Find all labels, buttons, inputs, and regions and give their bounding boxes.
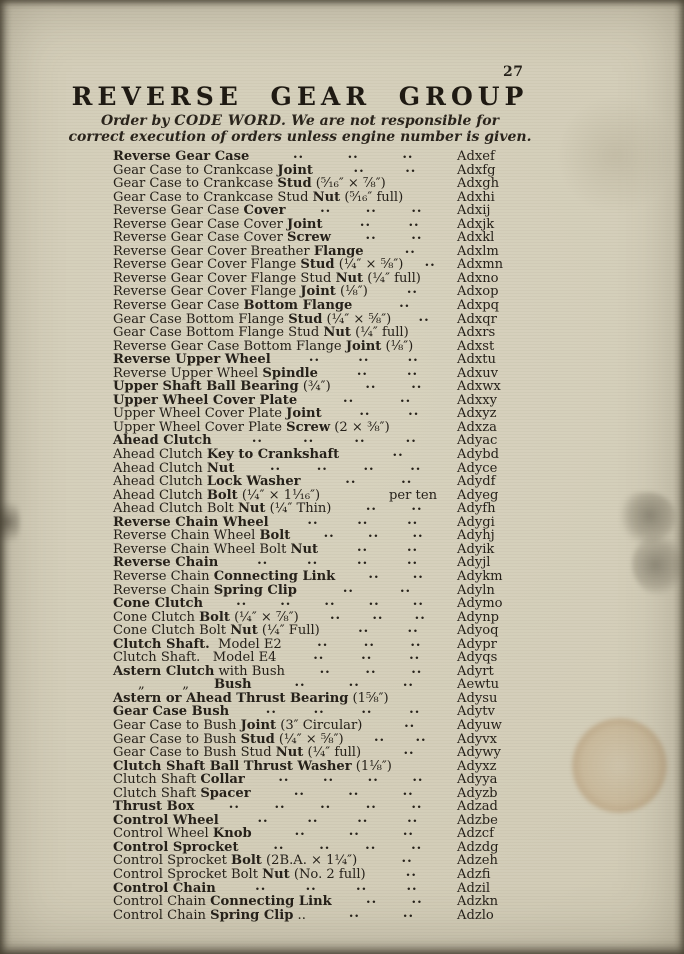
code-word: Adyce [457, 460, 498, 476]
part-description: Upper Wheel Cover Plate Joint [113, 406, 322, 422]
code-word: Adzlo [457, 907, 494, 923]
code-word: Adxza [457, 419, 497, 435]
part-description: Control Sprocket [113, 839, 239, 855]
table-row [113, 177, 515, 191]
dot-leader: .. .. .. [317, 637, 422, 650]
table-row [113, 394, 515, 408]
code-word: Adxxy [457, 392, 498, 408]
dot-leader: .. [418, 312, 430, 325]
page-number: 27 [503, 64, 524, 80]
code-word: Adxfg [457, 162, 496, 178]
table-row [113, 909, 515, 923]
code-word: Adykm [457, 568, 503, 584]
order-note-line1: Order by CODE WORD. We are not responsible for [100, 113, 500, 129]
part-description: Reverse Chain [113, 555, 219, 571]
dot-leader: .. [401, 854, 413, 867]
table-row [113, 407, 515, 421]
code-word: Adywy [457, 745, 501, 761]
part-description: Cone Clutch Bolt (¼″ × ⅞″) [113, 609, 299, 625]
table-row [113, 800, 515, 814]
table-row [113, 760, 515, 774]
part-description: Clutch Shaft Spacer [113, 785, 251, 801]
code-word: Adzdg [457, 839, 499, 855]
code-word: Adyfh [457, 501, 496, 517]
table-row [113, 353, 515, 367]
dot-leader: .. .. .. .. [257, 556, 419, 569]
part-description: Ahead Clutch Bolt (¼″ × 1¹⁄₁₆″) [113, 487, 321, 503]
table-row [113, 502, 515, 516]
table-row [113, 895, 515, 909]
table-row [113, 204, 515, 218]
part-description: Cone Clutch Bolt Nut (¼″ Full) [113, 623, 320, 639]
dot-leader: .. [406, 285, 418, 298]
code-word: Adyxz [457, 758, 497, 774]
part-description: Reverse Chain Wheel Bolt [113, 528, 291, 544]
dot-leader: .. .. [356, 542, 419, 555]
part-description: Gear Case Bush [113, 704, 230, 720]
code-word: Adyuw [457, 717, 502, 733]
dot-leader: .. .. .. .. [270, 461, 422, 474]
code-word: Adybd [457, 447, 499, 463]
part-description: Astern Clutch with Bush [113, 663, 285, 679]
dot-leader: .. .. [348, 908, 415, 921]
code-word: Adyvx [457, 731, 498, 747]
dot-leader: .. [403, 746, 415, 759]
table-row [113, 611, 515, 625]
table-row [113, 692, 515, 706]
dot-leader: .. .. .. [307, 515, 419, 528]
table-row [113, 787, 515, 801]
dot-leader: .. [392, 448, 404, 461]
part-description: Ahead Clutch Nut [113, 460, 235, 476]
part-description: Ahead Clutch [113, 433, 212, 449]
dot-leader: .. .. [365, 502, 423, 515]
dot-leader: .. .. .. [293, 786, 414, 799]
part-description: Ahead Clutch Lock Washer [113, 474, 301, 490]
table-row [113, 191, 515, 205]
part-description: „ „ Bush [113, 677, 252, 693]
dot-leader: .. .. .. .. [251, 434, 417, 447]
table-row [113, 746, 515, 760]
code-word: Adyya [457, 772, 498, 788]
code-word: Adxkl [457, 230, 495, 246]
part-description: Cone Clutch [113, 596, 204, 612]
table-row [113, 475, 515, 489]
table-row [113, 827, 515, 841]
code-word: Adxuv [457, 365, 499, 381]
table-row [113, 678, 515, 692]
part-description: Reverse Gear Case [113, 149, 250, 164]
code-word: Adxjk [457, 216, 495, 232]
part-description: Reverse Gear Case Bottom Flange [113, 298, 353, 314]
dot-leader: .. .. .. [292, 150, 414, 162]
code-word: Adytv [457, 704, 495, 720]
dot-leader: .. .. [343, 393, 412, 406]
dot-leader: .. [404, 718, 416, 731]
part-description: Control Chain Connecting Link [113, 894, 332, 910]
dot-leader: .. .. .. [294, 827, 414, 840]
table-row [113, 719, 515, 733]
part-description: Clutch Shaft. Model E2 [113, 636, 282, 652]
part-description: Control Chain Spring Clip .. [113, 907, 306, 923]
code-word: Adxqr [457, 311, 497, 327]
code-word: Adxno [457, 270, 499, 286]
code-word: Adxrs [457, 325, 496, 341]
code-word: Adzfi [457, 866, 491, 882]
dot-leader: .. .. .. [329, 610, 426, 623]
part-description: Reverse Upper Wheel [113, 352, 271, 368]
code-word: Adysu [457, 690, 498, 706]
table-row [113, 814, 515, 828]
dot-leader: .. .. .. .. [265, 705, 421, 718]
part-description: Reverse Gear Case Bottom Flange Joint (⅛″) [113, 338, 414, 354]
table-row [113, 651, 515, 665]
code-word: Adydf [457, 474, 496, 490]
code-word: Adzkn [457, 894, 499, 910]
dot-leader: .. .. [353, 163, 417, 176]
code-word: Adzil [457, 880, 491, 896]
table-row [113, 462, 515, 476]
part-description: Gear Case to Bush Stud (¼″ × ⅝″) [113, 731, 344, 747]
part-description: Reverse Chain Wheel [113, 514, 269, 530]
table-row [113, 705, 515, 719]
dot-leader: .. .. [345, 475, 413, 488]
part-description: Gear Case to Crankcase Stud (⁵⁄₁₆″ × ⅞″) [113, 176, 386, 192]
dot-leader: .. [405, 867, 417, 880]
page-title: REVERSE GEAR GROUP [71, 82, 529, 111]
table-row [113, 231, 515, 245]
code-word: Adynp [457, 609, 500, 625]
dot-leader: .. [424, 258, 436, 271]
table-row [113, 245, 515, 259]
dot-leader: .. .. .. .. [278, 773, 424, 786]
table-row [113, 570, 515, 584]
table-row [113, 529, 515, 543]
stain-smudge [618, 492, 676, 544]
table-row [113, 272, 515, 286]
parts-list [113, 150, 515, 922]
table-row [113, 218, 515, 232]
dot-leader: .. .. .. [323, 529, 424, 542]
table-row [113, 516, 515, 530]
part-description: Upper Wheel Cover Plate [113, 392, 298, 408]
code-word: Adxop [457, 284, 499, 300]
table-row [113, 882, 515, 896]
code-word: Adyeg [457, 487, 499, 503]
table-row [113, 434, 515, 448]
table-row [113, 313, 515, 327]
part-description: Control Chain [113, 880, 216, 896]
part-description: Clutch Shaft Ball Thrust Washer (1⅛″) [113, 758, 392, 774]
dot-leader: .. .. [356, 366, 419, 379]
table-row [113, 326, 515, 340]
table-row [113, 638, 515, 652]
table-row [113, 665, 515, 679]
table-row [113, 150, 515, 164]
part-description: Ahead Clutch Key to Crankshaft [113, 447, 340, 463]
dot-leader: .. .. [365, 380, 423, 393]
code-word: Adxpq [457, 298, 499, 314]
part-description: Gear Case to Bush Stud Nut (¼″ full) [113, 745, 362, 761]
dot-leader: .. .. .. [294, 678, 414, 691]
part-description: Clutch Shaft. Model E4 [113, 650, 277, 666]
dot-leader: .. .. [365, 231, 423, 244]
code-word: Adygi [457, 514, 495, 530]
code-word: Adxst [457, 338, 495, 354]
code-word: Adzbe [457, 812, 498, 828]
dot-leader: .. .. .. .. [257, 813, 419, 826]
code-word: Adxmn [457, 257, 504, 273]
dot-leader: .. .. .. [320, 204, 423, 217]
code-word: Adypr [457, 636, 497, 652]
code-word: Aewtu [457, 677, 500, 693]
part-description: Reverse Chain Connecting Link [113, 568, 336, 584]
code-word: Adxhi [457, 189, 495, 205]
table-row [113, 543, 515, 557]
code-word: Adxyz [457, 406, 497, 422]
stain-smudge [632, 535, 684, 595]
part-description: Gear Case Bottom Flange Stud Nut (¼″ full) [113, 325, 409, 341]
dot-leader: .. .. .. [313, 651, 421, 664]
dot-leader: .. .. .. [319, 664, 423, 677]
part-description: Thrust Box [113, 799, 195, 815]
order-note [0, 114, 600, 145]
part-description: Gear Case to Crankcase Joint [113, 162, 313, 178]
code-word: Adyoq [457, 623, 499, 639]
dot-leader: .. .. [366, 895, 423, 908]
stain-edge [0, 495, 20, 549]
code-word: Adyrt [457, 663, 494, 679]
code-word: Adyhj [457, 528, 495, 544]
code-word: Adxij [457, 203, 491, 219]
part-description: Gear Case to Bush Joint (3″ Circular) [113, 717, 363, 733]
part-description: Control Sprocket Bolt Nut (No. 2 full) [113, 866, 366, 882]
dot-leader: .. .. .. [308, 353, 419, 366]
table-row [113, 340, 515, 354]
table-row [113, 164, 515, 178]
code-word: Adyac [457, 433, 498, 449]
code-word: Adyzb [457, 785, 498, 801]
dot-leader: .. [404, 244, 416, 257]
part-description: Gear Case Bottom Flange Stud (¼″ × ⅝″) [113, 311, 392, 327]
table-row [113, 448, 515, 462]
code-word: Adymo [457, 596, 503, 612]
part-description: Control Wheel Knob [113, 826, 252, 842]
stain-ring [572, 718, 667, 813]
part-description: Reverse Gear Cover Flange Stud Nut (¼″ full) [113, 270, 421, 286]
table-row [113, 421, 515, 435]
code-word: Adxwx [457, 379, 501, 395]
part-description: Reverse Upper Wheel Spindle [113, 365, 318, 381]
part-description: Reverse Gear Cover Breather Flange [113, 243, 364, 259]
code-word: Adyik [457, 541, 495, 557]
dot-leader: .. .. .. .. [255, 881, 418, 894]
table-row [113, 285, 515, 299]
part-description: Astern or Ahead Thrust Bearing (1⅝″) [113, 690, 389, 706]
part-description: Control Wheel [113, 812, 219, 828]
part-description: Reverse Chain Spring Clip [113, 582, 297, 598]
table-row [113, 299, 515, 313]
part-description: Reverse Gear Case Cover Joint [113, 216, 323, 232]
part-description: Reverse Gear Cover Flange Joint (⅛″) [113, 284, 368, 300]
part-description: Ahead Clutch Bolt Nut (¼″ Thin) [113, 501, 332, 517]
dot-leader: .. .. .. .. [273, 840, 423, 853]
part-description: Control Sprocket Bolt (2B.A. × 1¼″) [113, 853, 358, 869]
code-word: Adxtu [457, 352, 496, 368]
code-word: Adzcf [457, 826, 494, 842]
table-row [113, 841, 515, 855]
code-word-emphasis: CODE WORD. [174, 113, 287, 129]
part-description: Reverse Chain Wheel Bolt Nut [113, 541, 319, 557]
dot-leader: .. .. .. .. .. [228, 800, 423, 813]
part-description: Gear Case to Crankcase Stud Nut (⁵⁄₁₆″ full) [113, 189, 404, 205]
table-row [113, 584, 515, 598]
table-row [113, 773, 515, 787]
order-note-line2: correct execution of orders unless engine number is given. [68, 128, 532, 145]
code-word: Adzeh [457, 853, 498, 869]
dot-leader: .. .. [342, 583, 412, 596]
code-word: Adxlm [457, 243, 499, 259]
dot-leader: .. .. [368, 569, 424, 582]
part-description: Upper Shaft Ball Bearing (¾″) [113, 379, 331, 395]
code-word: Adzad [457, 799, 498, 815]
table-row [113, 556, 515, 570]
table-row [113, 597, 515, 611]
table-row [113, 624, 515, 638]
table-row [113, 380, 515, 394]
table-row [113, 367, 515, 381]
part-description: Reverse Gear Cover Flange Stud (¼″ × ⅝″) [113, 257, 404, 273]
code-word: Adxef [457, 149, 495, 164]
part-description: Reverse Gear Case Cover Screw [113, 230, 331, 246]
table-row [113, 733, 515, 747]
dot-leader: .. [399, 299, 411, 312]
table-row [113, 868, 515, 882]
dot-leader: .. .. [358, 624, 419, 637]
table-row [113, 489, 515, 503]
part-description: Clutch Shaft Collar [113, 772, 245, 788]
dot-leader: .. .. [359, 407, 420, 420]
table-row [113, 258, 515, 272]
code-word: Adyqs [457, 650, 498, 666]
dot-leader: .. .. [359, 217, 420, 230]
dot-leader: .. .. .. .. .. [236, 597, 424, 610]
table-row [113, 854, 515, 868]
page-header [0, 0, 684, 145]
part-description: Upper Wheel Cover Plate Screw (2 × ⅜″) [113, 419, 390, 435]
code-word: Adyln [457, 582, 495, 598]
code-word: Adyjl [457, 555, 491, 571]
part-description: Reverse Gear Case Cover [113, 203, 286, 219]
dot-leader: .. .. [373, 732, 427, 745]
quantity-note: per ten [389, 487, 437, 503]
code-word: Adxgh [457, 176, 500, 192]
